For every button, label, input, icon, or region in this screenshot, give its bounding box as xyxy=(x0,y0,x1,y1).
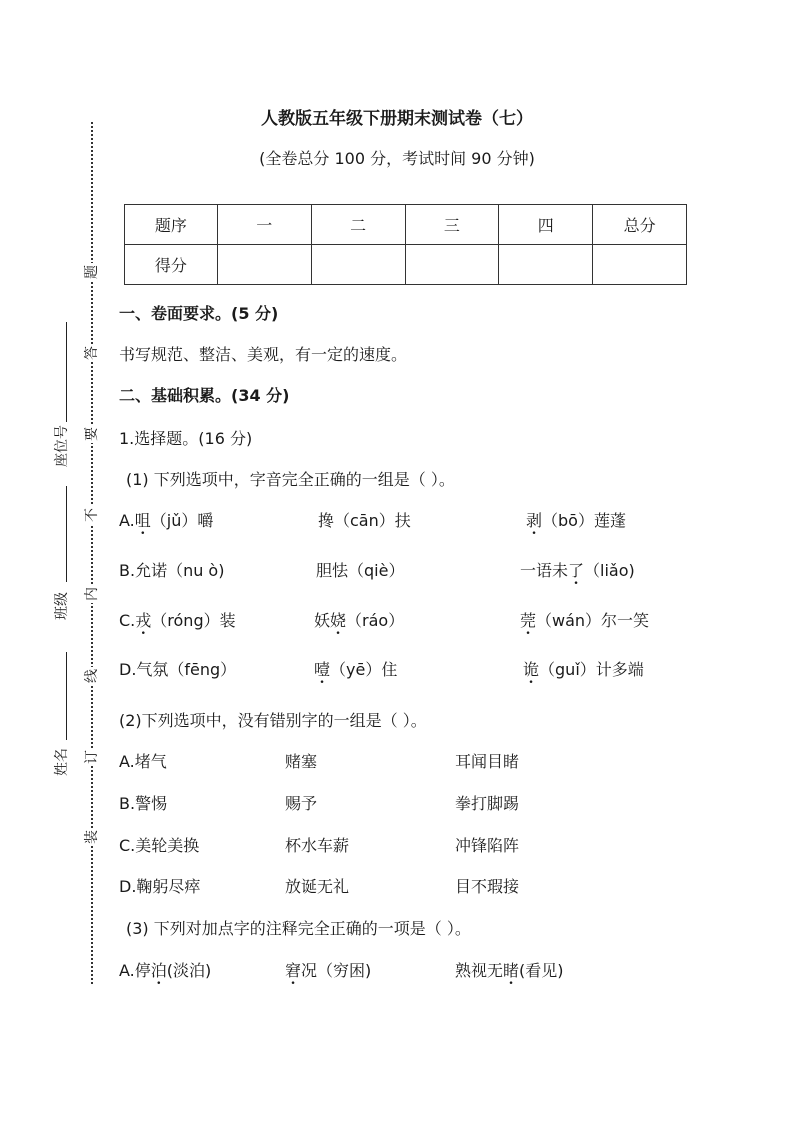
option-c-2 xyxy=(314,608,404,631)
section1-text: 书写规范、整洁、美观，有一定的速度。 xyxy=(119,345,408,364)
table-cell: 得分 xyxy=(125,245,218,285)
option-text: （ráo） xyxy=(346,611,405,630)
option-text: （yē）住 xyxy=(330,660,398,679)
section1-heading: 一、卷面要求。(5 分) xyxy=(119,304,279,323)
dotted-char: 娆 xyxy=(330,611,347,630)
name-label: 姓名 xyxy=(54,748,70,776)
exam-subtitle: (全卷总分 100 分，考试时间 90 分钟) xyxy=(259,149,535,168)
option-a-3: 耳闻目睹 xyxy=(455,752,520,771)
option-a-3 xyxy=(455,958,564,981)
option-text: 妖 xyxy=(314,611,331,630)
seat-number-label: 座位号 xyxy=(54,425,70,467)
name-line xyxy=(66,652,67,740)
option-d-3 xyxy=(523,657,644,680)
binding-char: 装 xyxy=(81,828,101,846)
class-label: 班级 xyxy=(54,592,70,620)
dotted-char: 泊 xyxy=(150,961,167,980)
option-text: （jǔ）嚼 xyxy=(150,511,214,530)
score-table-header-row xyxy=(125,205,687,245)
dotted-char: 窘 xyxy=(285,961,302,980)
table-cell: 题序 xyxy=(125,205,218,245)
class-line xyxy=(66,486,67,582)
binding-char: 不 xyxy=(81,506,101,524)
option-c-3 xyxy=(520,608,649,631)
option-b-3 xyxy=(520,558,635,581)
binding-char: 答 xyxy=(81,344,101,362)
option-a-1 xyxy=(119,508,213,531)
binding-char: 题 xyxy=(81,263,101,281)
section2-heading: 二、基础积累。(34 分) xyxy=(119,386,290,405)
score-entry-cell[interactable] xyxy=(593,245,687,285)
option-text: （róng）装 xyxy=(151,611,236,630)
option-d-1: D.鞠躬尽瘁 xyxy=(119,877,201,896)
option-text: (看见) xyxy=(519,961,564,980)
option-a-2: 赌塞 xyxy=(285,752,318,771)
table-cell: 二 xyxy=(311,205,405,245)
option-a-2 xyxy=(285,958,371,981)
dotted-char: 咀 xyxy=(134,511,151,530)
score-entry-cell[interactable] xyxy=(405,245,499,285)
dotted-char: 诡 xyxy=(523,660,540,679)
option-text: （liǎo) xyxy=(584,561,635,580)
option-text: (淡泊) xyxy=(166,961,212,980)
option-a-1 xyxy=(119,958,211,981)
option-text: A.停 xyxy=(119,961,151,980)
option-text: 熟视无 xyxy=(455,961,504,980)
binding-char: 订 xyxy=(81,748,101,766)
score-entry-cell[interactable] xyxy=(217,245,311,285)
option-c-1: C.美轮美换 xyxy=(119,836,200,855)
option-label: A. xyxy=(119,511,135,530)
question-1-3-stem: (3) 下列对加点字的注释完全正确的一项是（ ）。 xyxy=(126,919,471,938)
option-text: 一语未 xyxy=(520,561,569,580)
binding-dotted-line xyxy=(91,122,93,984)
option-d-1: D.气氛（fēng） xyxy=(119,660,237,679)
binding-char: 内 xyxy=(81,585,101,603)
table-cell: 四 xyxy=(499,205,593,245)
option-c-1 xyxy=(119,608,236,631)
option-c-3: 冲锋陷阵 xyxy=(455,836,520,855)
table-cell: 三 xyxy=(405,205,499,245)
dotted-char: 睹 xyxy=(503,961,520,980)
option-d-2: 放诞无礼 xyxy=(285,877,350,896)
binding-char: 线 xyxy=(81,667,101,685)
score-entry-cell[interactable] xyxy=(499,245,593,285)
score-table xyxy=(124,204,687,285)
option-text: （wán）尔一笑 xyxy=(536,611,650,630)
option-text: （bō）莲蓬 xyxy=(542,511,626,530)
question-1-1-stem: (1) 下列选项中，字音完全正确的一组是（ ）。 xyxy=(126,470,455,489)
question-1-heading: 1.选择题。(16 分) xyxy=(119,429,253,448)
option-text: 况（穷困) xyxy=(301,961,372,980)
option-b-1: B.允诺（nu ò) xyxy=(119,561,225,580)
dotted-char: 噎 xyxy=(314,660,331,679)
option-a-1: A.堵气 xyxy=(119,752,167,771)
option-a-2: 搀（cān）扶 xyxy=(318,511,411,530)
binding-char: 要 xyxy=(81,425,101,443)
dotted-char: 了 xyxy=(568,561,585,580)
table-cell: 总分 xyxy=(593,205,687,245)
dotted-char: 莞 xyxy=(520,611,537,630)
dotted-char: 戎 xyxy=(135,611,152,630)
option-d-2 xyxy=(314,657,397,680)
dotted-char: 剥 xyxy=(526,511,543,530)
score-entry-cell[interactable] xyxy=(311,245,405,285)
seat-number-line xyxy=(66,322,67,422)
option-c-2: 杯水车薪 xyxy=(285,836,350,855)
option-label: C. xyxy=(119,611,136,630)
score-table-score-row xyxy=(125,245,687,285)
option-b-3: 拳打脚踢 xyxy=(455,794,520,813)
exam-title: 人教版五年级下册期末测试卷（七） xyxy=(261,109,533,129)
option-b-2: 赐予 xyxy=(285,794,318,813)
option-b-2: 胆怯（qiè） xyxy=(316,561,405,580)
table-cell: 一 xyxy=(217,205,311,245)
option-b-1: B.警惕 xyxy=(119,794,168,813)
option-d-3: 目不瑕接 xyxy=(455,877,520,896)
option-a-3 xyxy=(526,508,626,531)
option-text: （guǐ）计多端 xyxy=(539,660,644,679)
question-1-2-stem: (2)下列选项中，没有错别字的一组是（ ）。 xyxy=(119,711,427,730)
